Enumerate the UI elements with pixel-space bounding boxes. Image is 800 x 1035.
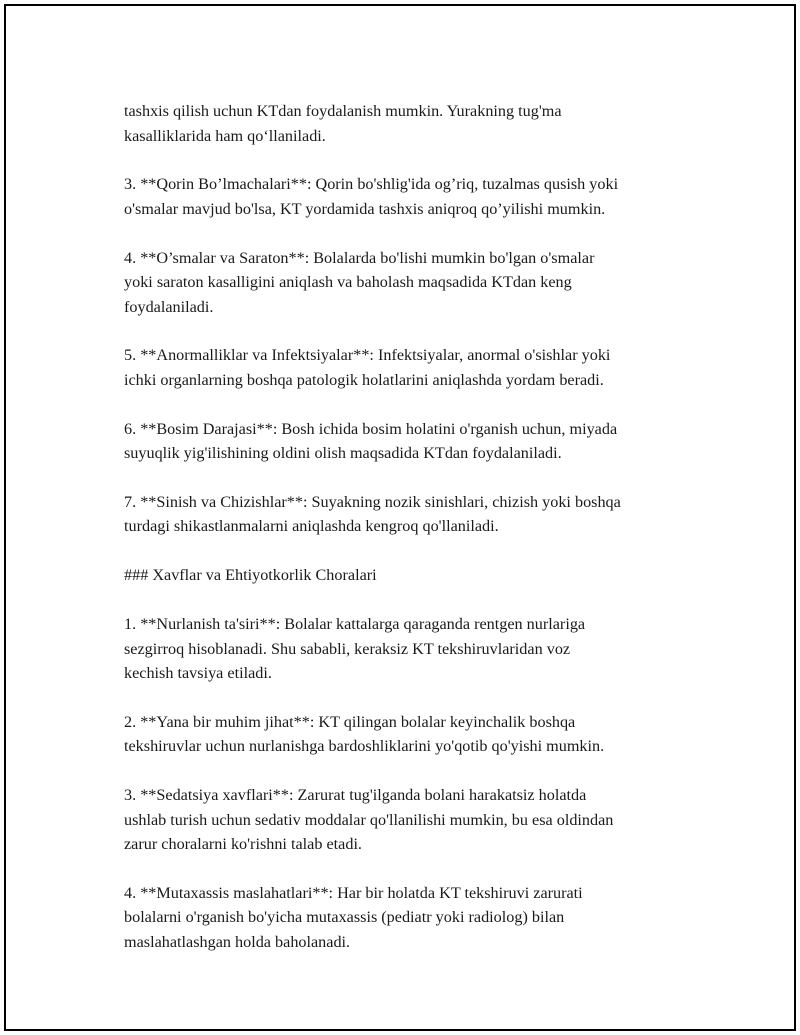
document-body bbox=[124, 99, 714, 954]
text-line: 3. **Sedatsiya xavflari**: Zarurat tug'ilganda bolani harakatsiz holatda bbox=[124, 786, 587, 805]
text-line: 7. **Sinish va Chizishlar**: Suyakning nozik sinishlari, chizish yoki boshqa bbox=[124, 492, 621, 511]
list-item bbox=[124, 417, 714, 466]
text-line: 5. **Anormalliklar va Infektsiyalar**: Infektsiyalar, anormal o'sishlar yoki bbox=[124, 346, 611, 365]
text-line: zarur choralarni ko'rishni talab etadi. bbox=[124, 835, 362, 854]
text-line: 2. **Yana bir muhim jihat**: KT qilingan bolalar keyinchalik boshqa bbox=[124, 712, 576, 731]
text-line: kechish tavsiya etiladi. bbox=[124, 664, 272, 683]
text-line: 3. **Qorin Bo’lmachalari**: Qorin bo'shlig'ida og’riq, tuzalmas qusish yoki bbox=[124, 175, 619, 194]
list-item bbox=[124, 172, 714, 221]
paragraph bbox=[124, 99, 714, 148]
list-item bbox=[124, 246, 714, 320]
list-item bbox=[124, 710, 714, 759]
text-line: maslahatlashgan holda baholanadi. bbox=[124, 932, 351, 951]
text-line: ichki organlarning boshqa patologik holatlarini aniqlashda yordam beradi. bbox=[124, 370, 604, 389]
text-line: suyuqlik yig'ilishining oldini olish maqsadida KTdan foydalaniladi. bbox=[124, 444, 562, 463]
list-item bbox=[124, 881, 714, 955]
list-item bbox=[124, 612, 714, 686]
text-line: ushlab turish uchun sedativ moddalar qo'llanilishi mumkin, bu esa oldindan bbox=[124, 810, 614, 829]
list-item bbox=[124, 783, 714, 857]
text-line: turdagi shikastlanmalarni aniqlashda kengroq qo'llaniladi. bbox=[124, 517, 499, 536]
text-line: tekshiruvlar uchun nurlanishga bardoshliklarini yo'qotib qo'yishi mumkin. bbox=[124, 737, 605, 756]
text-line: bolalarni o'rganish bo'yicha mutaxassis (pediatr yoki radiolog) bilan bbox=[124, 908, 565, 927]
text-line: 1. **Nurlanish ta'siri**: Bolalar kattalarga qaraganda rentgen nurlariga bbox=[124, 615, 586, 634]
text-line: ### Xavflar va Ehtiyotkorlik Choralari bbox=[124, 566, 377, 585]
list-item bbox=[124, 490, 714, 539]
text-line: 4. **O’smalar va Saraton**: Bolalarda bo'lishi mumkin bo'lgan o'smalar bbox=[124, 248, 595, 267]
text-line: yoki saraton kasalligini aniqlash va baholash maqsadida KTdan keng bbox=[124, 273, 572, 292]
text-line: o'smalar mavjud bo'lsa, KT yordamida tashxis aniqroq qo’yilishi mumkin. bbox=[124, 199, 606, 218]
page-frame bbox=[4, 4, 796, 1031]
text-line: foydalaniladi. bbox=[124, 297, 214, 316]
text-line: 6. **Bosim Darajasi**: Bosh ichida bosim holatini o'rganish uchun, miyada bbox=[124, 419, 618, 438]
text-line: tashxis qilish uchun KTdan foydalanish mumkin. Yurakning tug'ma bbox=[124, 102, 562, 120]
text-line: 4. **Mutaxassis maslahatlari**: Har bir holatda KT tekshiruvi zarurati bbox=[124, 883, 583, 902]
text-line: kasalliklarida ham qo‘llaniladi. bbox=[124, 126, 326, 145]
text-line: sezgirroq hisoblanadi. Shu sababli, keraksiz KT tekshiruvlaridan voz bbox=[124, 639, 571, 658]
section-heading bbox=[124, 563, 714, 588]
list-item bbox=[124, 343, 714, 392]
